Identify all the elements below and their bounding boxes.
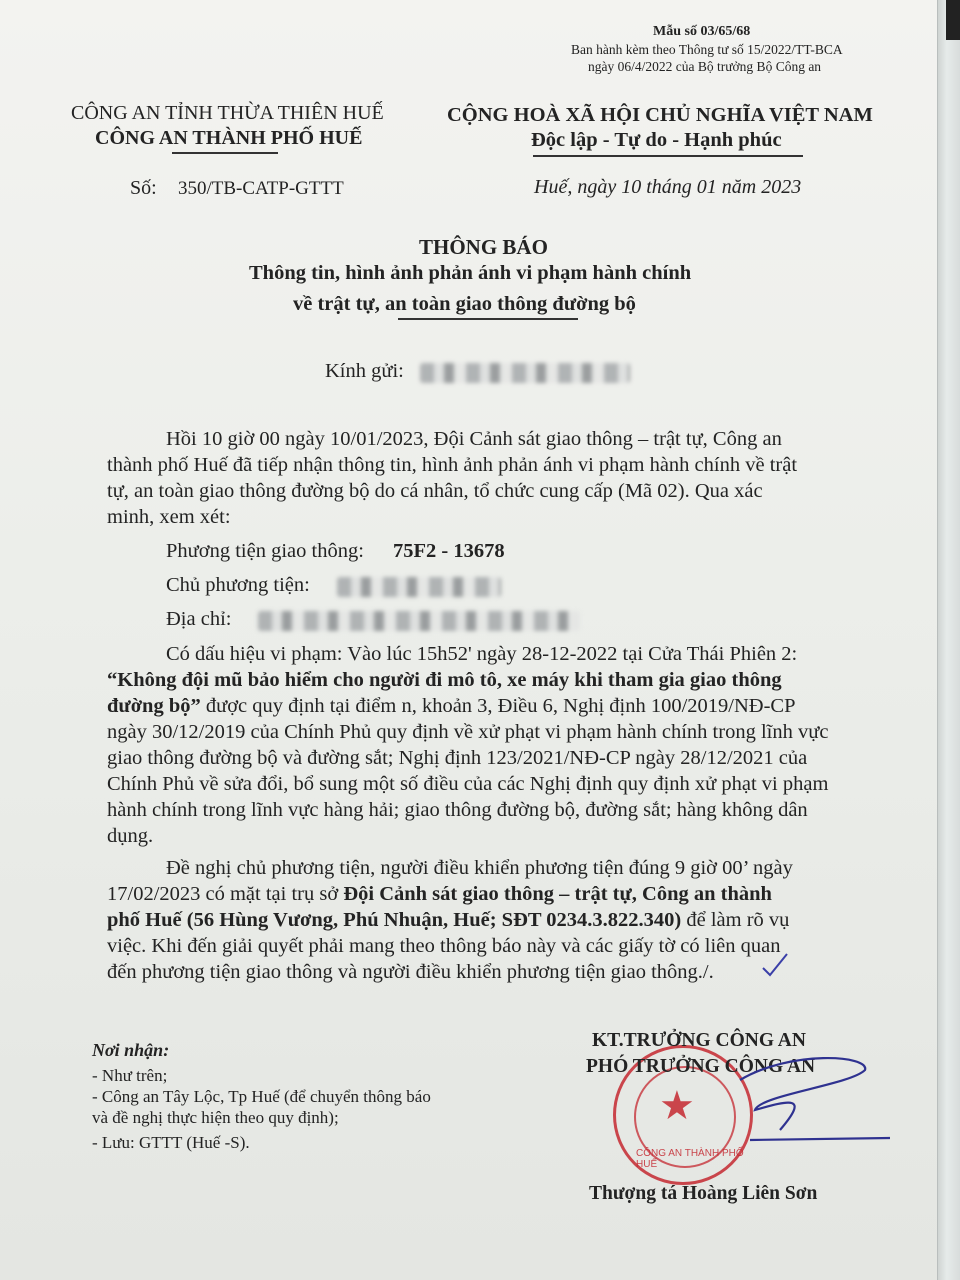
page-edge (937, 0, 960, 1280)
intro-line-3: tự, an toàn giao thông đường bộ do cá nhân, tổ chức cung cấp (Mã 02). Qua xác (107, 480, 763, 502)
violation-line-7: hành chính trong lĩnh vực hàng hải; giao thông đường bộ, đường sắt; hàng không dân (107, 799, 808, 821)
vehicle-label: Phương tiện giao thông: (166, 540, 364, 562)
doc-number: 350/TB-CATP-GTTT (178, 178, 344, 199)
redacted-address (258, 611, 580, 631)
violation-bold-line-3: đường bộ” (107, 695, 201, 717)
motto-underline (533, 155, 803, 157)
seal-text: CÔNG AN THÀNH PHỐ HUẾ (636, 1148, 744, 1170)
violation-line-6: Chính Phủ về sửa đổi, bổ sung một số điều của các Nghị định quy định xử phạt vi phạm (107, 773, 829, 795)
checkmark-icon (760, 950, 790, 980)
redacted-owner (337, 577, 501, 597)
doc-number-label: Số: (130, 177, 157, 199)
notice-subtitle-2: về trật tự, an toàn giao thông đường bộ (293, 293, 636, 315)
form-issued-with: Ban hành kèm theo Thông tư số 15/2022/TT-BCA (571, 42, 843, 57)
agency-name: CÔNG AN THÀNH PHỐ HUẾ (95, 127, 363, 149)
recipient-item-2: - Công an Tây Lộc, Tp Huế (để chuyển thông báo (92, 1087, 431, 1106)
notice-subtitle-1: Thông tin, hình ảnh phản ánh vi phạm hành chính (249, 262, 692, 284)
agency-underline (172, 152, 278, 154)
request-line-3-rest: để làm rõ vụ (681, 909, 790, 931)
national-motto: Độc lập - Tự do - Hạnh phúc (531, 129, 782, 151)
signature-title-2: PHÓ TRƯỞNG CÔNG AN (586, 1056, 816, 1077)
redacted-recipient (420, 363, 630, 383)
intro-line-2: thành phố Huế đã tiếp nhận thông tin, hình ảnh phản ánh vi phạm hành chính về trật (107, 454, 798, 476)
star-icon: ★ (659, 1083, 695, 1128)
country-name: CỘNG HOÀ XÃ HỘI CHỦ NGHĨA VIỆT NAM (447, 104, 873, 126)
agency-parent: CÔNG AN TỈNH THỪA THIÊN HUẾ (71, 102, 384, 124)
owner-label: Chủ phương tiện: (166, 574, 310, 596)
photo-corner (946, 0, 960, 40)
request-line-1: Đề nghị chủ phương tiện, người điều khiển phương tiện đúng 9 giờ 00’ ngày (166, 857, 793, 879)
address-label: Địa chỉ: (166, 608, 232, 630)
request-line-2-bold: Đội Cảnh sát giao thông – trật tự, Công an thành (343, 883, 772, 905)
signature-title-1: KT.TRƯỞNG CÔNG AN (592, 1030, 806, 1051)
request-line-2-pre: 17/02/2023 có mặt tại trụ sở (107, 883, 344, 905)
violation-line-4: ngày 30/12/2019 của Chính Phủ quy định về xử phạt vi phạm hành chính trong lĩnh vực (107, 721, 829, 743)
handwritten-signature (700, 1040, 900, 1160)
place-date: Huế, ngày 10 tháng 01 năm 2023 (534, 176, 802, 198)
violation-line-3-rest: được quy định tại điểm n, khoản 3, Điều 6, Nghị định 100/2019/NĐ-CP (200, 695, 796, 717)
violation-line-1: Có dấu hiệu vi phạm: Vào lúc 15h52' ngày 28-12-2022 tại Cửa Thái Phiên 2: (166, 643, 798, 665)
form-number: Mẫu số 03/65/68 (653, 24, 751, 39)
form-issued-date: ngày 06/4/2022 của Bộ trưởng Bộ Công an (588, 59, 822, 74)
request-line-3-bold: phố Huế (56 Hùng Vương, Phú Nhuận, Huế; SĐT 0234.3.822.340) (107, 909, 682, 931)
recipient-item-1: - Như trên; (92, 1066, 168, 1085)
violation-bold-line-2: “Không đội mũ bảo hiểm cho người đi mô tô, xe máy khi tham gia giao thông (107, 669, 782, 691)
recipient-item-3: và đề nghị thực hiện theo quy định); (92, 1108, 339, 1127)
intro-line-1: Hồi 10 giờ 00 ngày 10/01/2023, Đội Cảnh sát giao thông – trật tự, Công an (166, 428, 782, 450)
recipients-label: Nơi nhận: (92, 1040, 170, 1060)
vehicle-plate: 75F2 - 13678 (393, 540, 505, 562)
subtitle-underline (398, 318, 578, 320)
request-line-4: việc. Khi đến giải quyết phải mang theo thông báo này và các giấy tờ có liên quan (107, 935, 781, 957)
violation-line-8: dụng. (107, 825, 154, 847)
notice-title: THÔNG BÁO (419, 235, 548, 259)
signer-name: Thượng tá Hoàng Liên Sơn (589, 1183, 818, 1204)
request-line-5: đến phương tiện giao thông và người điều khiển phương tiện giao thông./. (107, 961, 714, 983)
recipient-label: Kính gửi: (325, 360, 404, 382)
violation-line-5: giao thông đường bộ và đường sắt; Nghị định 123/2021/NĐ-CP ngày 28/12/2021 của (107, 747, 808, 769)
recipient-item-4: - Lưu: GTTT (Huế -S). (92, 1133, 250, 1152)
intro-line-4: minh, xem xét: (107, 506, 231, 528)
